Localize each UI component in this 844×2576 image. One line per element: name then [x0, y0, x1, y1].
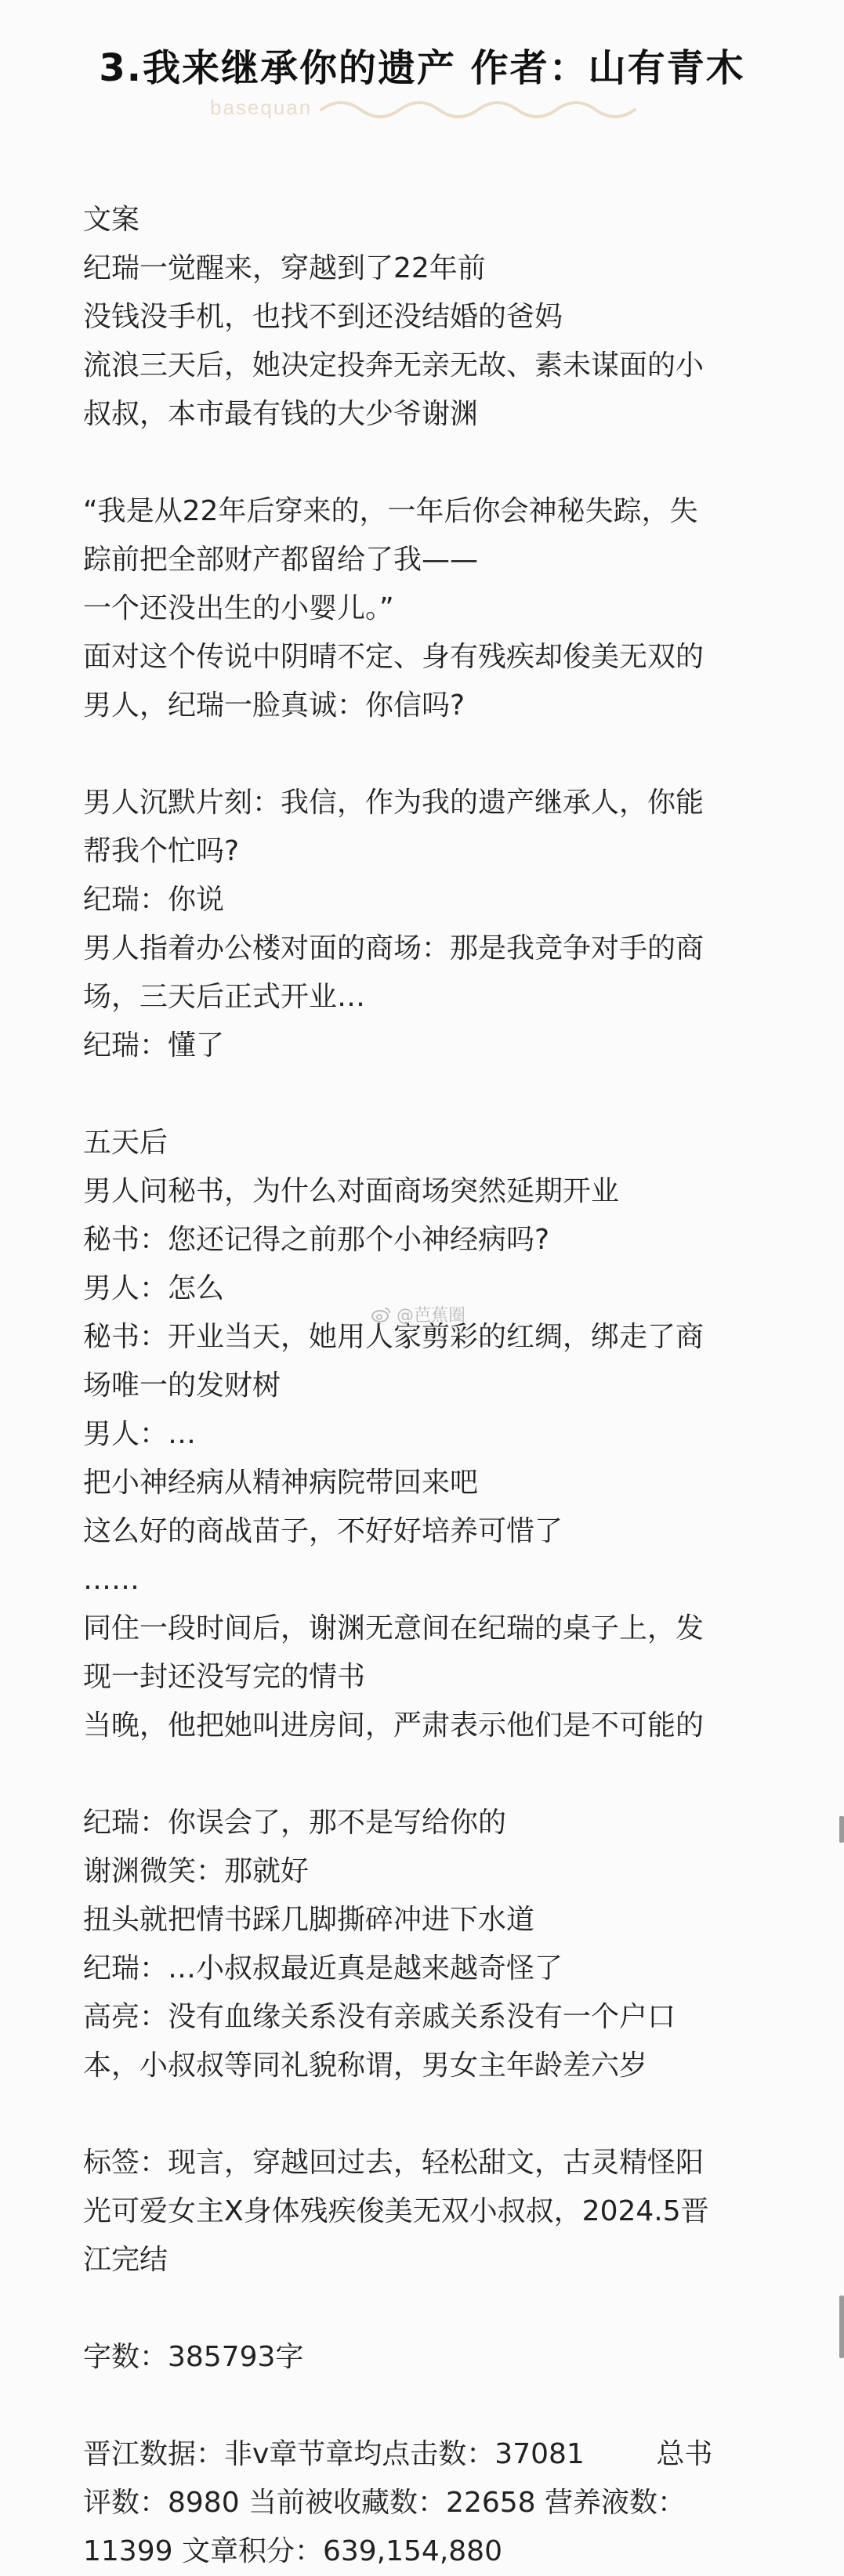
text-line: 男人问秘书，为什么对面商场突然延期开业: [83, 1175, 620, 1207]
text-line: “我是从22年后穿来的，一年后你会神秘失踪，失: [83, 495, 698, 527]
text-line: 纪瑞：…小叔叔最近真是越来越奇怪了: [83, 1952, 563, 1984]
text-line: 本，小叔叔等同礼貌称谓，男女主年龄差六岁: [83, 2050, 648, 2082]
text-line: 评数：8980 当前被收藏数：22658 营养液数：: [83, 2487, 686, 2519]
text-line: 纪瑞：你说: [83, 884, 225, 916]
text-line: 一个还没出生的小婴儿。”: [83, 592, 394, 624]
text-line: 场，三天后正式开业…: [83, 981, 366, 1013]
blank-line: [83, 2285, 773, 2333]
text-line: 纪瑞：懂了: [83, 1029, 225, 1062]
text-line: 叔叔，本市最有钱的大少爷谢渊: [83, 398, 479, 430]
text-line: 字数：385793字: [83, 2341, 304, 2373]
text-line: 11399 文章积分：639,154,880: [83, 2535, 502, 2567]
text-line: 场唯一的发财树: [83, 1369, 281, 1402]
page-title: 3.我来继承你的遗产 作者：山有青木: [99, 46, 745, 90]
text-line: 标签：现言，穿越回过去，轻松甜文，古灵精怪阳: [83, 2147, 705, 2179]
scrollbar-handle-lower[interactable]: [839, 2296, 844, 2358]
text-line: 男人，纪瑞一脸真诚：你信吗?: [83, 689, 465, 722]
blank-line: [83, 439, 773, 487]
text-line: 纪瑞：你误会了，那不是写给你的: [83, 1807, 507, 1839]
text-line: 男人指着办公楼对面的商场：那是我竞争对手的商: [83, 932, 705, 964]
blank-line: [83, 2382, 773, 2430]
text-line: 纪瑞一觉醒来，穿越到了22年前: [83, 252, 486, 284]
blank-line: [83, 2090, 773, 2139]
blank-line: [83, 1070, 773, 1119]
weibo-icon: [371, 1306, 392, 1323]
text-line: 江完结: [83, 2244, 168, 2276]
decoration-text: basequan: [210, 96, 313, 119]
text-line: 秘书：您还记得之前那个小神经病吗?: [83, 1224, 550, 1256]
text-line: 这么好的商战苗子，不好好培养可惜了: [83, 1515, 563, 1547]
text-line: 现一封还没写完的情书: [83, 1661, 366, 1693]
text-line: 流浪三天后，她决定投奔无亲无故、素未谋面的小: [83, 349, 705, 382]
text-line: 谢渊微笑：那就好: [83, 1855, 310, 1887]
blank-line: [83, 1750, 773, 1799]
text-line: 当晚，他把她叫进房间，严肃表示他们是不可能的: [83, 1709, 705, 1742]
text-line: 晋江数据：非v章节章均点击数：37081 总书: [83, 2438, 713, 2470]
text-line: 高亮：没有血缘关系没有亲戚关系没有一个户口: [83, 2001, 676, 2033]
scrollbar-handle[interactable]: [839, 1816, 844, 1843]
watermark: [371, 1302, 465, 1326]
synopsis-body: [83, 196, 773, 2576]
text-line: 踪前把全部财产都留给了我——: [83, 544, 479, 576]
text-line: 男人沉默片刻：我信，作为我的遗产继承人，你能: [83, 787, 705, 819]
text-line: 同住一段时间后，谢渊无意间在纪瑞的桌子上，发: [83, 1612, 705, 1644]
text-line: 男人：怎么: [83, 1272, 225, 1304]
text-line: 光可爱女主X身体残疾俊美无双小叔叔，2024.5晋: [83, 2195, 709, 2227]
text-line: 扭头就把情书踩几脚撕碎冲进下水道: [83, 1904, 535, 1936]
text-line: 面对这个传说中阴晴不定、身有残疾却俊美无双的: [83, 641, 705, 673]
text-line: 男人：…: [83, 1418, 197, 1450]
text-line: 秘书：开业当天，她用人家剪彩的红绸，绑走了商: [83, 1321, 705, 1353]
blank-line: [83, 730, 773, 779]
text-line: ……: [83, 1564, 139, 1596]
text-line: 帮我个忙吗?: [83, 835, 240, 867]
text-line: 文案: [83, 204, 140, 236]
text-line: 没钱没手机，也找不到还没结婚的爸妈: [83, 301, 563, 333]
text-line: 把小神经病从精神病院带回来吧: [83, 1467, 479, 1499]
text-line: 五天后: [83, 1127, 168, 1159]
watermark-text: @芭蕉圈: [397, 1306, 466, 1326]
